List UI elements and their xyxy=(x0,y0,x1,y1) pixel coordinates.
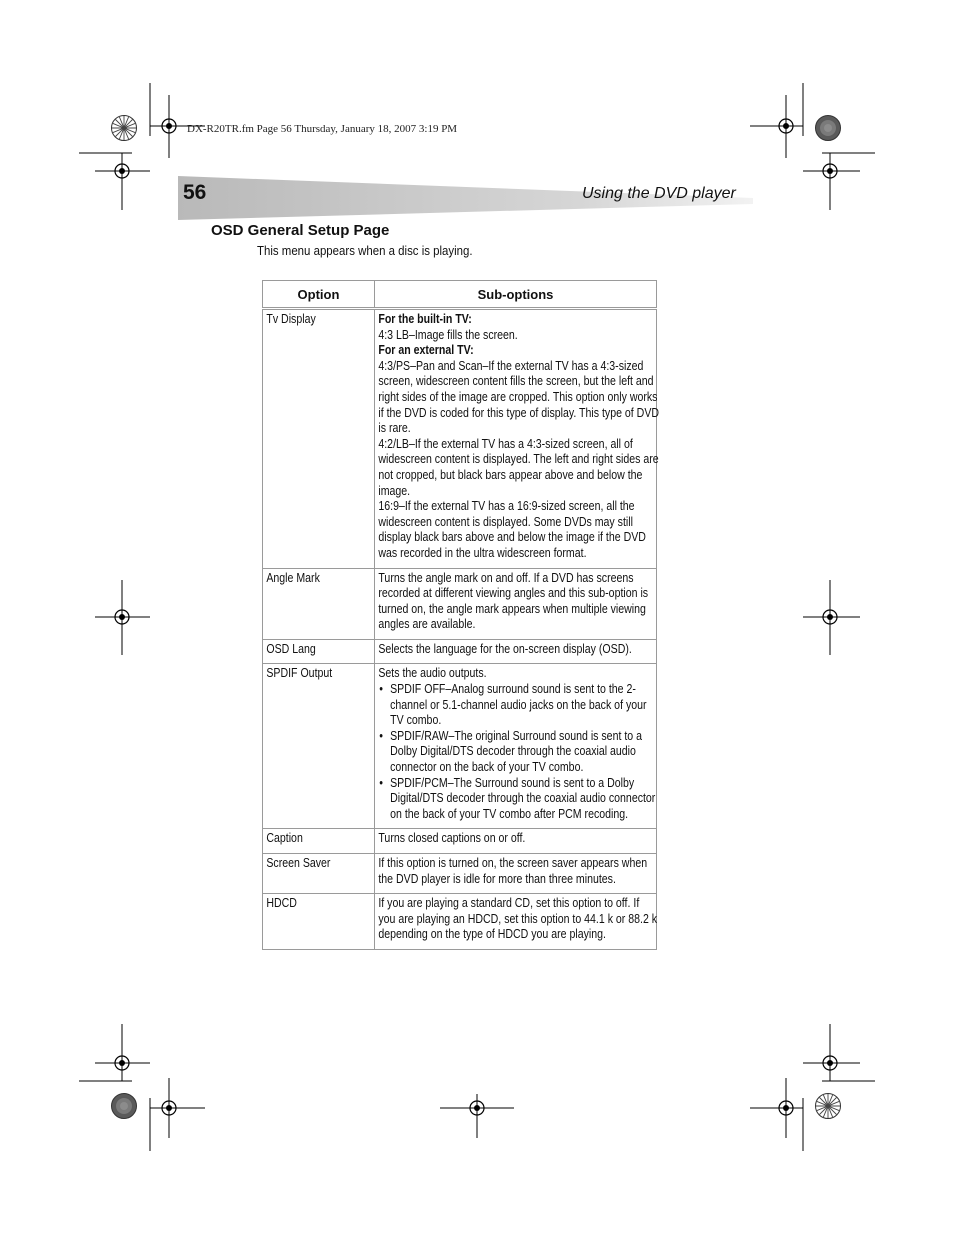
running-head: Using the DVD player xyxy=(582,185,736,202)
suboption-text: 4:2/LB–If the external TV has a 4:3-sized screen, all of widescreen content is displayed. The left and right sides are not cropped, but black bars appear above and below the image. xyxy=(378,436,659,498)
page-number: 56 xyxy=(183,181,207,204)
suboption-text: If you are playing a standard CD, set this option to off. If you are playing an HDCD, set this option to 44.1 k or 88.2 k depending on the type of HDCD you are playing. xyxy=(378,896,658,942)
option-name: Screen Saver xyxy=(266,856,331,870)
file-slug: DX-R20TR.fm Page 56 Thursday, January 18, 2007 3:19 PM xyxy=(187,123,458,135)
option-name: OSD Lang xyxy=(266,641,316,656)
option-name: HDCD xyxy=(266,896,297,911)
list-item: • SPDIF OFF–Analog surround sound is sent to the 2-channel or 5.1-channel audio jacks on the back of your TV combo. xyxy=(378,682,659,729)
table-row xyxy=(263,829,657,854)
option-name: Tv Display xyxy=(266,312,316,326)
suboptions-cell xyxy=(375,664,659,828)
option-name: SPDIF Output xyxy=(266,666,333,681)
subheading: For the built-in TV: xyxy=(378,312,472,326)
list-item: • SPDIF/PCM–The Surround sound is sent to a Dolby Digital/DTS decoder through the coaxial audio connector on the back of your TV combo after PCM recoding. xyxy=(378,776,659,823)
osd-options-table xyxy=(262,280,660,950)
column-header-suboptions: Sub-options xyxy=(375,281,657,309)
option-name: Angle Mark xyxy=(266,570,320,585)
section-title: OSD General Setup Page xyxy=(211,222,390,239)
option-name: Caption xyxy=(266,831,303,846)
suboption-text: 16:9–If the external TV has a 16:9-sized screen, all the widescreen content is displayed. Some DVDs may still display black bars above and below the image if the DVD was recorded in the ultra widescreen format. xyxy=(378,499,646,560)
table-row xyxy=(263,854,657,894)
table-row xyxy=(263,639,657,664)
table-row xyxy=(263,894,657,950)
suboptions-cell xyxy=(375,310,659,568)
table-row xyxy=(263,309,657,569)
suboption-text: 4:3/PS–Pan and Scan–If the external TV has a 4:3-sized screen, widescreen content fills the screen, but the left and right sides of the image are cropped. This option only works if the DVD is coded for this type of display. This type of DVD is rare. xyxy=(378,358,660,436)
suboption-text: If this option is turned on, the screen saver appears when the DVD player is idle for more than three minutes. xyxy=(378,856,648,886)
list-item: • SPDIF/RAW–The original Surround sound is sent to a Dolby Digital/DTS decoder through the coaxial audio connector on the back of your TV combo. xyxy=(378,729,659,776)
suboption-text: Turns closed captions on or off. xyxy=(378,831,526,846)
table-row xyxy=(263,664,657,829)
suboption-text: 4:3 LB–Image fills the screen. xyxy=(378,327,518,342)
subheading: For an external TV: xyxy=(378,343,474,358)
suboption-text: Sets the audio outputs. xyxy=(378,666,487,681)
table-row xyxy=(263,568,657,639)
section-intro: This menu appears when a disc is playing. xyxy=(257,243,473,258)
bullet-list xyxy=(378,682,659,822)
column-header-option: Option xyxy=(263,281,375,309)
suboption-text: Selects the language for the on-screen display (OSD). xyxy=(378,641,632,656)
suboption-text: Turns the angle mark on and off. If a DVD has screens recorded at different viewing angles and this sub-option is turned on, the angle mark appears when multiple viewing angles are available. xyxy=(378,570,649,632)
table-header-row xyxy=(263,281,657,309)
